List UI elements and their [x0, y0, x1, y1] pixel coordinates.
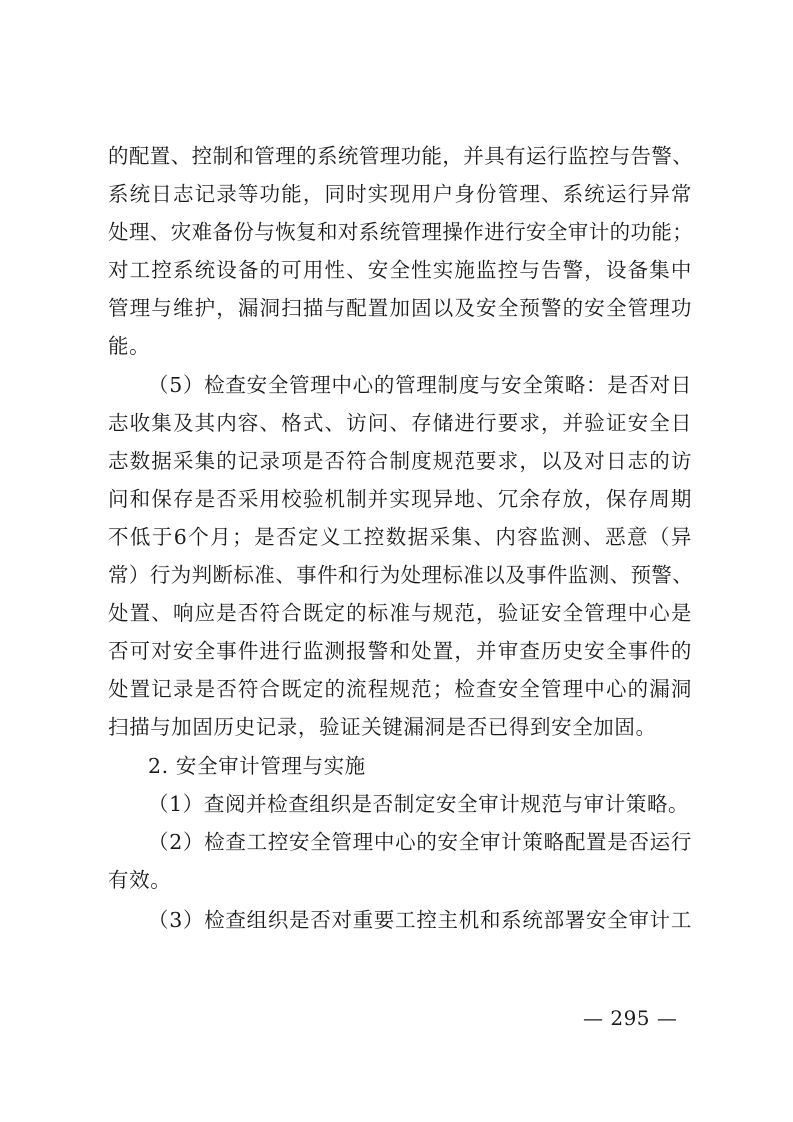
- body-text-line: 处置记录是否符合既定的流程规范；检查安全管理中心的漏洞: [108, 677, 692, 701]
- body-text-line: 管理与维护，漏洞扫描与配置加固以及安全预警的安全管理功: [108, 296, 692, 320]
- body-text-line: 常）行为判断标准、事件和行为处理标准以及事件监测、预警、: [108, 563, 694, 587]
- page-number: — 295 —: [583, 1006, 678, 1030]
- body-text-line: 的配置、控制和管理的系统管理功能，并具有运行监控与告警、: [108, 144, 694, 168]
- body-text-line: 否可对安全事件进行监测报警和处置，并审查历史安全事件的: [108, 639, 692, 663]
- body-text-line: 处置、响应是否符合既定的标准与规范，验证安全管理中心是: [108, 601, 692, 625]
- paragraph-first-line: （3）检查组织是否对重要工控主机和系统部署安全审计工: [148, 908, 692, 932]
- body-text-line: 问和保存是否采用校验机制并实现异地、冗余存放，保存周期: [108, 487, 692, 511]
- body-text-line: 处理、灾难备份与恢复和对系统管理操作进行安全审计的功能；: [108, 220, 694, 244]
- body-text-line: 志数据采集的记录项是否符合制度规范要求，以及对日志的访: [108, 449, 692, 473]
- section-heading: 2. 安全审计管理与实施: [148, 754, 366, 778]
- body-text-line: 不低于6个月；是否定义工控数据采集、内容监测、恶意（异: [108, 525, 692, 549]
- paragraph-first-line: （1）查阅并检查组织是否制定安全审计规范与审计策略。: [148, 792, 690, 816]
- body-text-line: 对工控系统设备的可用性、安全性实施监控与告警，设备集中: [108, 258, 692, 282]
- paragraph-first-line: （2）检查工控安全管理中心的安全审计策略配置是否运行: [148, 830, 692, 854]
- body-text-line: 有效。: [108, 868, 172, 892]
- paragraph-first-line: （5）检查安全管理中心的管理制度与安全策略：是否对日: [148, 373, 692, 397]
- body-text-line: 志收集及其内容、格式、访问、存储进行要求，并验证安全日: [108, 411, 692, 435]
- body-text-line: 能。: [108, 334, 151, 358]
- body-text-line: 扫描与加固历史记录，验证关键漏洞是否已得到安全加固。: [108, 715, 657, 739]
- body-text-line: 系统日志记录等功能，同时实现用户身份管理、系统运行异常: [108, 182, 692, 206]
